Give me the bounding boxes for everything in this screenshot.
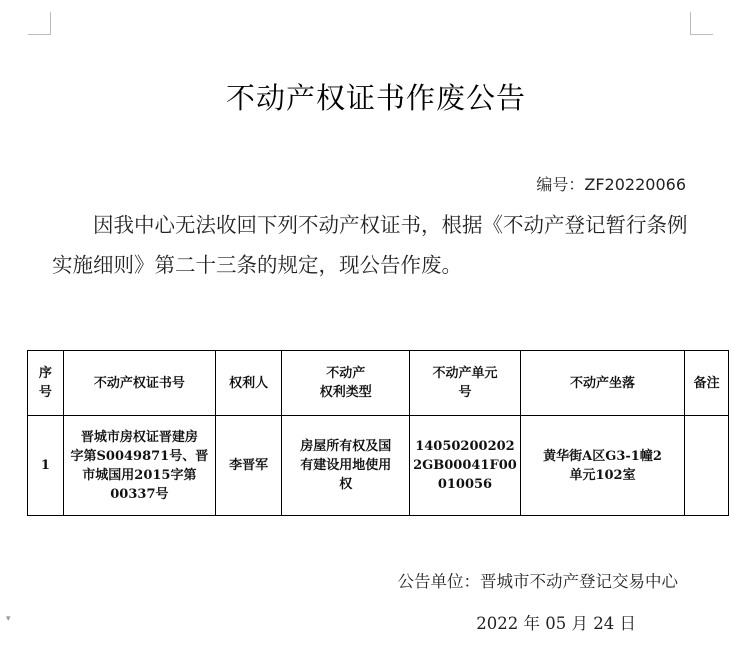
cell-location: 黄华街A区G3-1幢2 单元102室 (520, 416, 684, 516)
page-title: 不动产权证书作废公告 (225, 81, 526, 115)
header-right-type: 不动产 权利类型 (282, 351, 410, 416)
issuer-line: 公告单位：晋城市不动产登记交易中心 (397, 572, 678, 591)
cell-seq: 1 (28, 416, 64, 516)
table-row (28, 416, 729, 516)
crop-mark-top-right (690, 12, 713, 35)
header-seq: 序 号 (28, 351, 64, 416)
header-cert-no: 不动产权证书号 (63, 351, 215, 416)
cell-unit-no: 14050200202 2GB00041F00 010056 (410, 416, 521, 516)
cell-right-type: 房屋所有权及国 有建设用地使用 权 (282, 416, 410, 516)
header-location: 不动产坐落 (520, 351, 684, 416)
header-unit-no: 不动产单元 号 (410, 351, 521, 416)
cell-remark (685, 416, 729, 516)
announcement-paragraph: 因我中心无法收回下列不动产权证书，根据《不动产登记暂行条例实施细则》第二十三条的规定，现公告作废。 (52, 213, 688, 277)
issue-date: 2022 年 05 月 24 日 (476, 614, 636, 633)
header-remark: 备注 (685, 351, 729, 416)
header-holder: 权利人 (215, 351, 281, 416)
cell-cert-no: 晋城市房权证晋建房 字第S0049871号、晋 市城国用2015字第 00337号 (63, 416, 215, 516)
cell-holder: 李晋军 (215, 416, 281, 516)
crop-mark-top-left (28, 12, 51, 35)
certificate-table (27, 350, 729, 516)
document-number: 编号：ZF20220066 (536, 175, 686, 194)
paragraph-marker-icon: ▾ (6, 614, 11, 624)
table-header-row (28, 351, 729, 416)
